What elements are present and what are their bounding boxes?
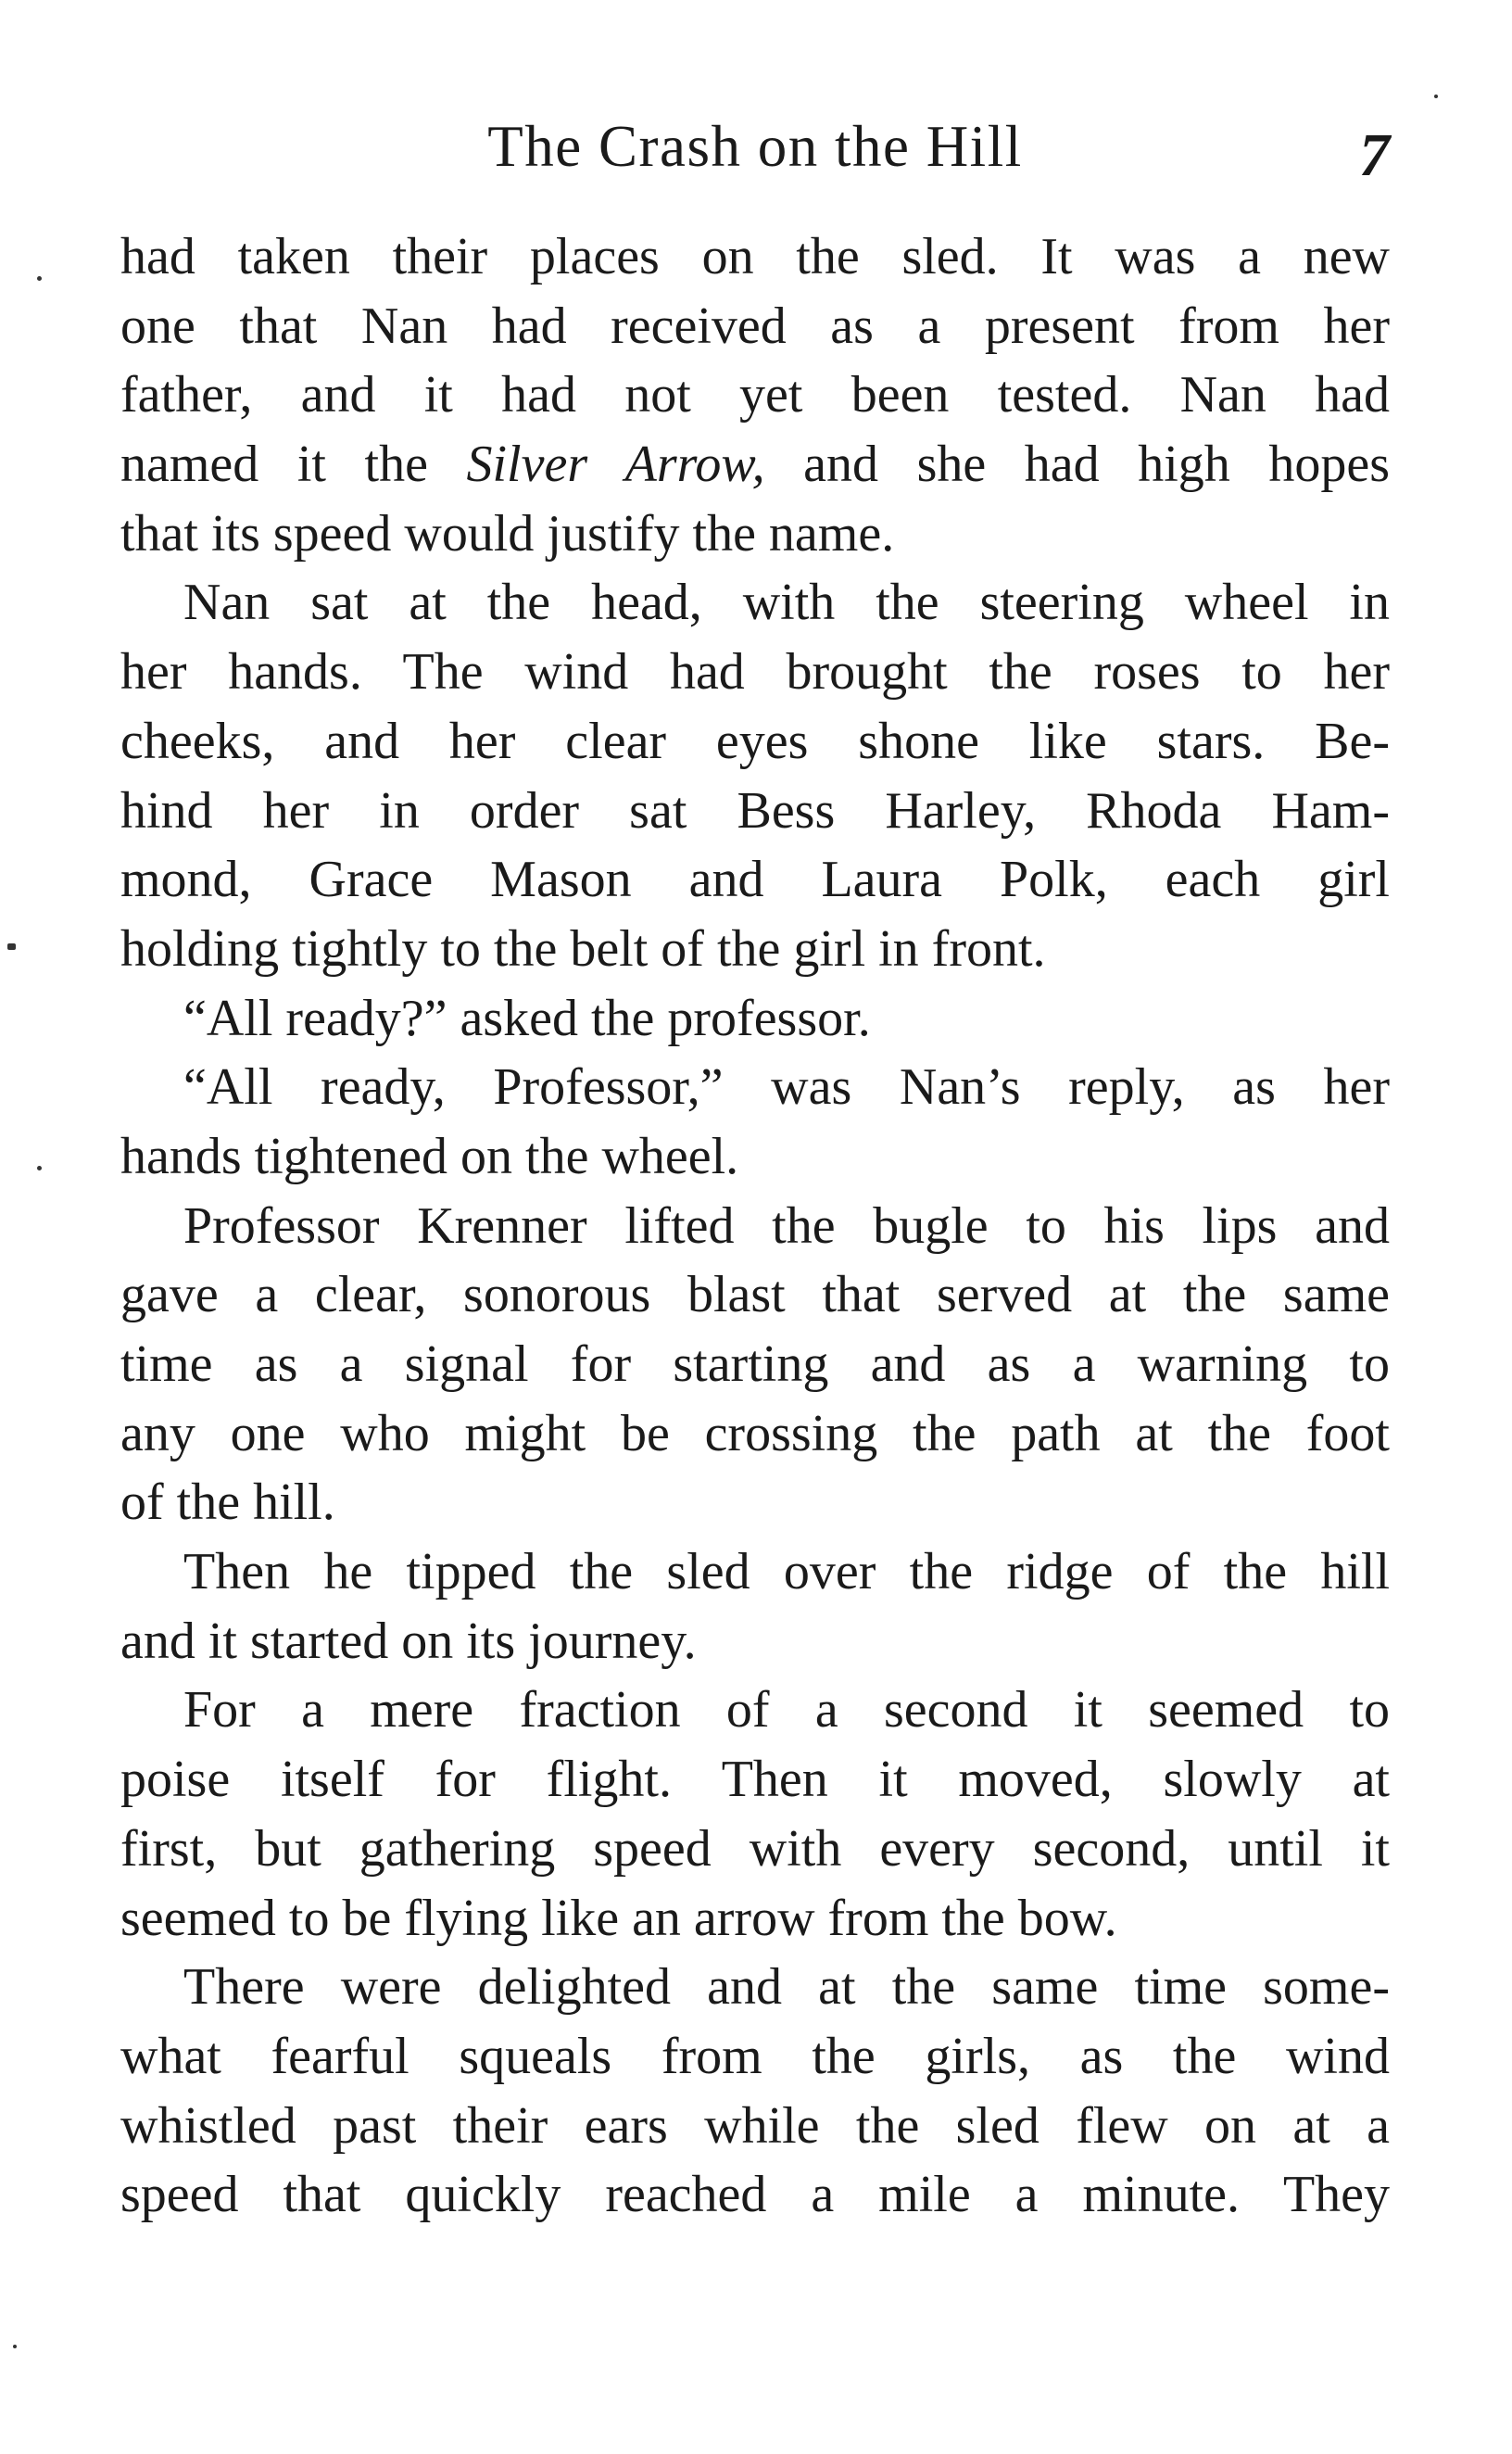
text-line: speed that quickly reached a mile a minute. They [120, 2166, 1390, 2224]
italic-sled-name: Silver Arrow, [466, 436, 765, 494]
text-line: of the hill. [120, 1474, 335, 1532]
text-line: father, and it had not yet been tested. Nan had [120, 366, 1390, 424]
text-line: For a mere fraction of a second it seemed to [183, 1681, 1390, 1739]
scan-speck [37, 1166, 42, 1170]
body-text [120, 222, 1390, 2230]
text-run: and she had high hopes [764, 436, 1390, 494]
text-line: Professor Krenner lifted the bugle to his lips and [183, 1196, 1390, 1255]
text-line: what fearful squeals from the girls, as the wind [120, 2027, 1390, 2085]
text-line: one that Nan had received as a present from her [120, 297, 1390, 355]
text-line: had taken their places on the sled. It was a new [120, 228, 1390, 285]
page-number: 7 [1359, 121, 1390, 189]
text-line: Nan sat at the head, with the steering wheel in [183, 574, 1390, 632]
text-line: “All ready, Professor,” was Nan’s reply, as her [183, 1058, 1390, 1117]
scan-speck [7, 943, 16, 950]
text-line: “All ready?” asked the professor. [183, 989, 871, 1047]
text-line: time as a signal for starting and as a warning to [120, 1335, 1390, 1393]
scan-speck [13, 2345, 17, 2348]
text-line: any one who might be crossing the path at the foot [120, 1404, 1390, 1462]
text-line: and it started on its journey. [120, 1612, 697, 1670]
text-line: cheeks, and her clear eyes shone like stars. Be- [120, 712, 1390, 770]
running-head [120, 109, 1390, 189]
text-line: holding tightly to the belt of the girl in front. [120, 919, 1046, 978]
text-line: gave a clear, sonorous blast that served at the same [120, 1266, 1390, 1324]
scan-speck [1434, 95, 1438, 98]
running-title: The Crash on the Hill [487, 114, 1023, 179]
text-line: mond, Grace Mason and Laura Polk, each girl [120, 851, 1390, 909]
text-line: hind her in order sat Bess Harley, Rhoda Ham- [120, 781, 1390, 840]
text-line: There were delighted and at the same time some- [183, 1958, 1390, 2017]
text-line: hands tightened on the wheel. [120, 1127, 739, 1185]
text-line: first, but gathering speed with every second, until it [120, 1819, 1390, 1878]
scan-speck [37, 276, 42, 281]
text-line: seemed to be flying like an arrow from the bow. [120, 1889, 1117, 1947]
text-line: poise itself for flight. Then it moved, slowly at [120, 1751, 1390, 1809]
text-line: her hands. The wind had brought the roses to her [120, 643, 1390, 702]
text-line: that its speed would justify the name. [120, 504, 895, 563]
text-run: named it the [120, 436, 467, 494]
text-line [120, 430, 1390, 500]
text-line: whistled past their ears while the sled flew on at a [120, 2096, 1390, 2155]
text-line: Then he tipped the sled over the ridge of the hill [183, 1543, 1390, 1601]
